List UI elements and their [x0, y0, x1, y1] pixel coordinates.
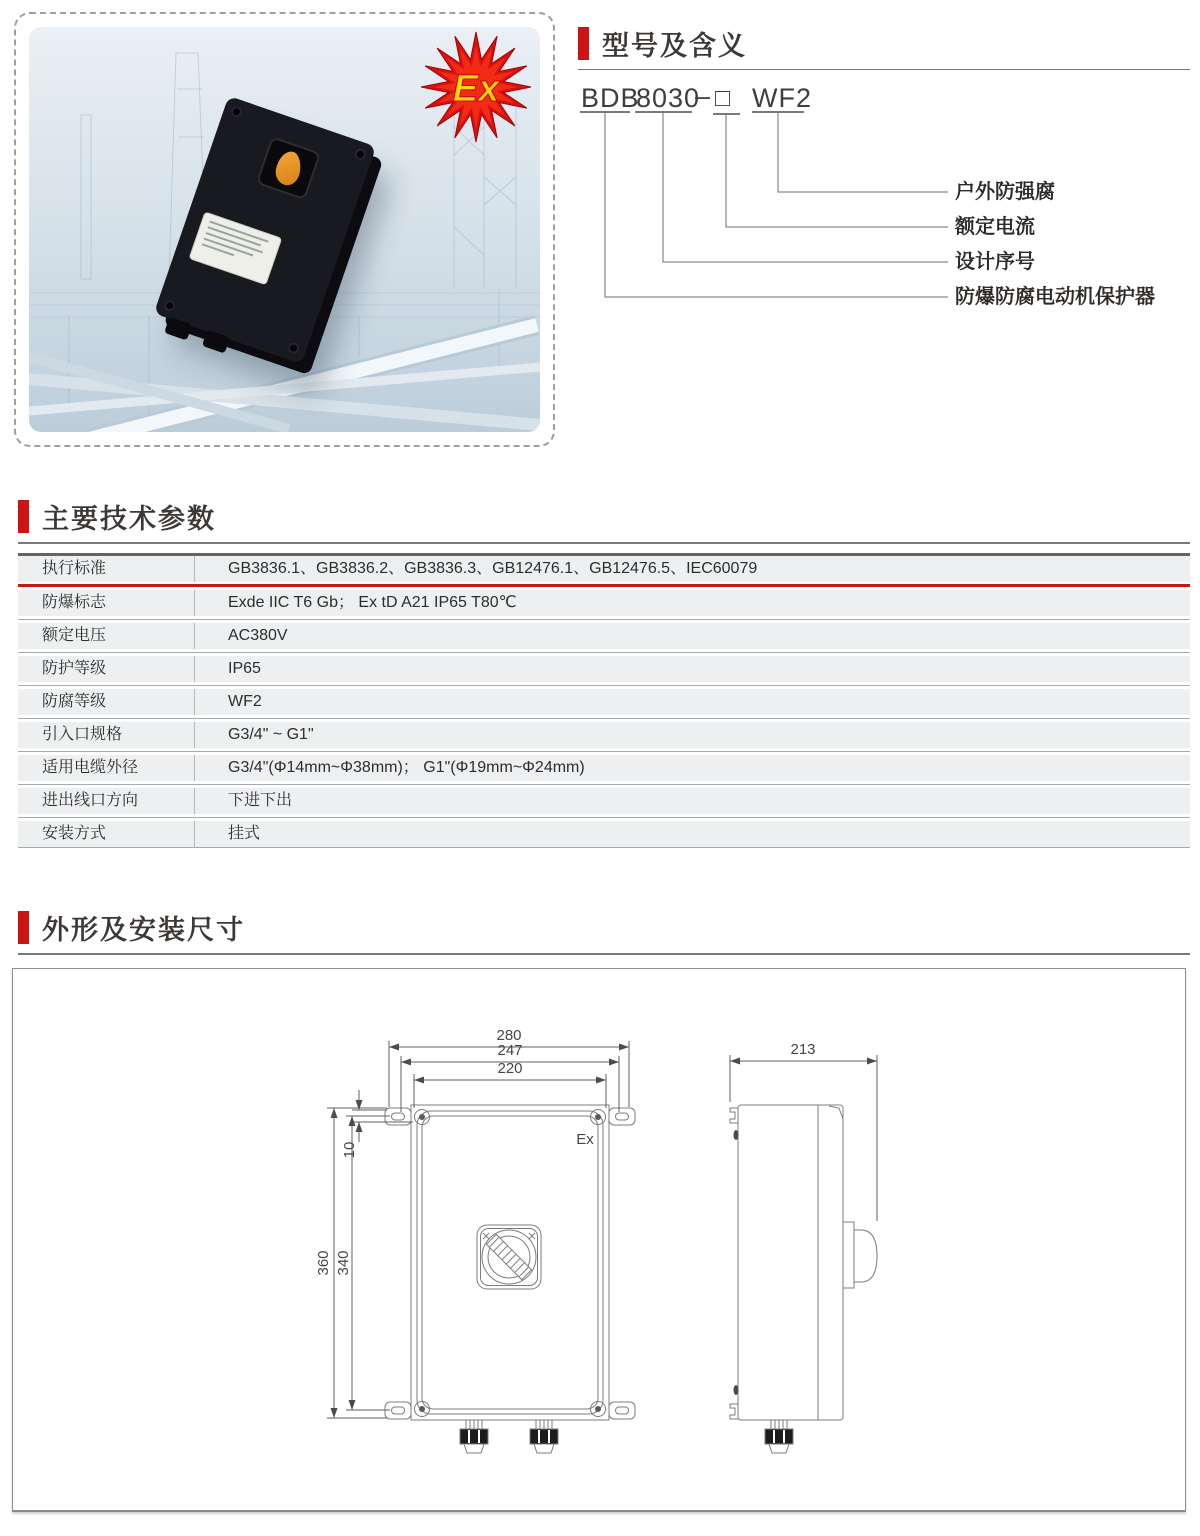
table-row [18, 623, 1190, 649]
param-label: 防爆标志 [42, 594, 107, 611]
section-title: 主要技术参数 [42, 504, 216, 534]
product-photo [29, 27, 540, 432]
param-label: 适用电缆外径 [42, 759, 139, 776]
device-nameplate [190, 213, 281, 284]
param-value: Exde IIC T6 Gb； Ex tD A21 IP65 T80℃ [228, 594, 517, 611]
dim-depth: 213 [790, 1041, 816, 1058]
dim-offset-top: 10 [341, 1141, 358, 1159]
section-header-dimensions [18, 908, 1190, 955]
param-value: IP65 [228, 660, 261, 677]
parameters-table [18, 553, 1190, 848]
table-row [18, 722, 1190, 748]
row-divider [18, 781, 1190, 788]
model-leader-lines [570, 60, 1190, 320]
model-code-suffix: WF2 [752, 83, 812, 113]
product-photo-card [14, 12, 555, 447]
param-label: 执行标准 [42, 560, 107, 577]
dimension-drawing [13, 969, 1185, 1509]
param-value: GB3836.1、GB3836.2、GB3836.3、GB12476.1、GB12476.5、IEC60079 [228, 560, 758, 577]
red-bar-icon [18, 911, 29, 944]
model-code-current-box: □ [715, 84, 732, 112]
table-row [18, 590, 1190, 616]
side-view-drawing [730, 1105, 877, 1453]
table-row [18, 755, 1190, 781]
table-row [18, 689, 1190, 715]
ex-badge-text: Ex [452, 68, 500, 110]
row-divider [18, 649, 1190, 656]
section-title: 外形及安装尺寸 [42, 915, 245, 945]
corner-screw-icon [229, 105, 243, 119]
row-divider [18, 814, 1190, 821]
param-value: AC380V [228, 627, 288, 644]
front-view-drawing [385, 1105, 635, 1453]
param-label: 安装方式 [42, 825, 107, 842]
red-rule [18, 582, 1190, 590]
red-bar-icon [578, 27, 589, 60]
row-divider [18, 715, 1190, 722]
param-label: 防腐等级 [42, 693, 107, 710]
param-value: 挂式 [228, 825, 261, 842]
param-value: WF2 [228, 693, 262, 710]
corner-screw-icon [163, 299, 177, 313]
row-divider [18, 748, 1190, 755]
table-bottom-rule [18, 847, 1190, 848]
param-label: 进出线口方向 [42, 792, 139, 809]
model-label-series: 设计序号 [955, 251, 1035, 273]
front-view-ex-mark: Ex [576, 1131, 594, 1148]
row-divider [18, 616, 1190, 623]
param-label: 引入口规格 [42, 726, 123, 743]
section-title: 型号及含义 [602, 31, 747, 61]
dimension-drawing-panel [12, 968, 1186, 1512]
orange-toggle-switch [273, 149, 303, 187]
model-code-dash: – [695, 81, 712, 111]
dim-width-outer: 280 [496, 1027, 522, 1044]
table-row [18, 788, 1190, 814]
param-label: 额定电压 [42, 627, 107, 644]
row-divider [18, 682, 1190, 689]
dimension-arrows [331, 1044, 878, 1419]
model-label-wf2: 户外防强腐 [955, 181, 1055, 203]
model-code-prefix: BDB [581, 83, 640, 113]
red-bar-icon [18, 500, 29, 533]
dim-height-mount: 340 [335, 1250, 352, 1276]
table-row [18, 656, 1190, 682]
model-label-current: 额定电流 [955, 216, 1035, 238]
model-label-product: 防爆防腐电动机保护器 [955, 286, 1155, 308]
corner-screw-icon [353, 147, 367, 161]
corner-screw-icon [287, 341, 301, 355]
param-value: G3/4" ~ G1" [228, 726, 314, 743]
switch-plate [256, 136, 321, 200]
param-value: G3/4"(Φ14mm~Φ38mm)； G1"(Φ19mm~Φ24mm) [228, 759, 585, 776]
param-value: 下进下出 [228, 792, 293, 809]
table-row [18, 821, 1190, 847]
param-label: 防护等级 [42, 660, 107, 677]
section-header-params [18, 497, 1190, 544]
table-row [18, 556, 1190, 582]
ex-starburst-badge [418, 29, 534, 145]
dim-height-outer: 360 [315, 1250, 332, 1276]
dim-width-mount: 247 [497, 1042, 523, 1059]
dimension-lines [327, 1041, 877, 1418]
dim-width-box: 220 [497, 1060, 523, 1077]
model-code-series: 8030 [636, 83, 701, 113]
